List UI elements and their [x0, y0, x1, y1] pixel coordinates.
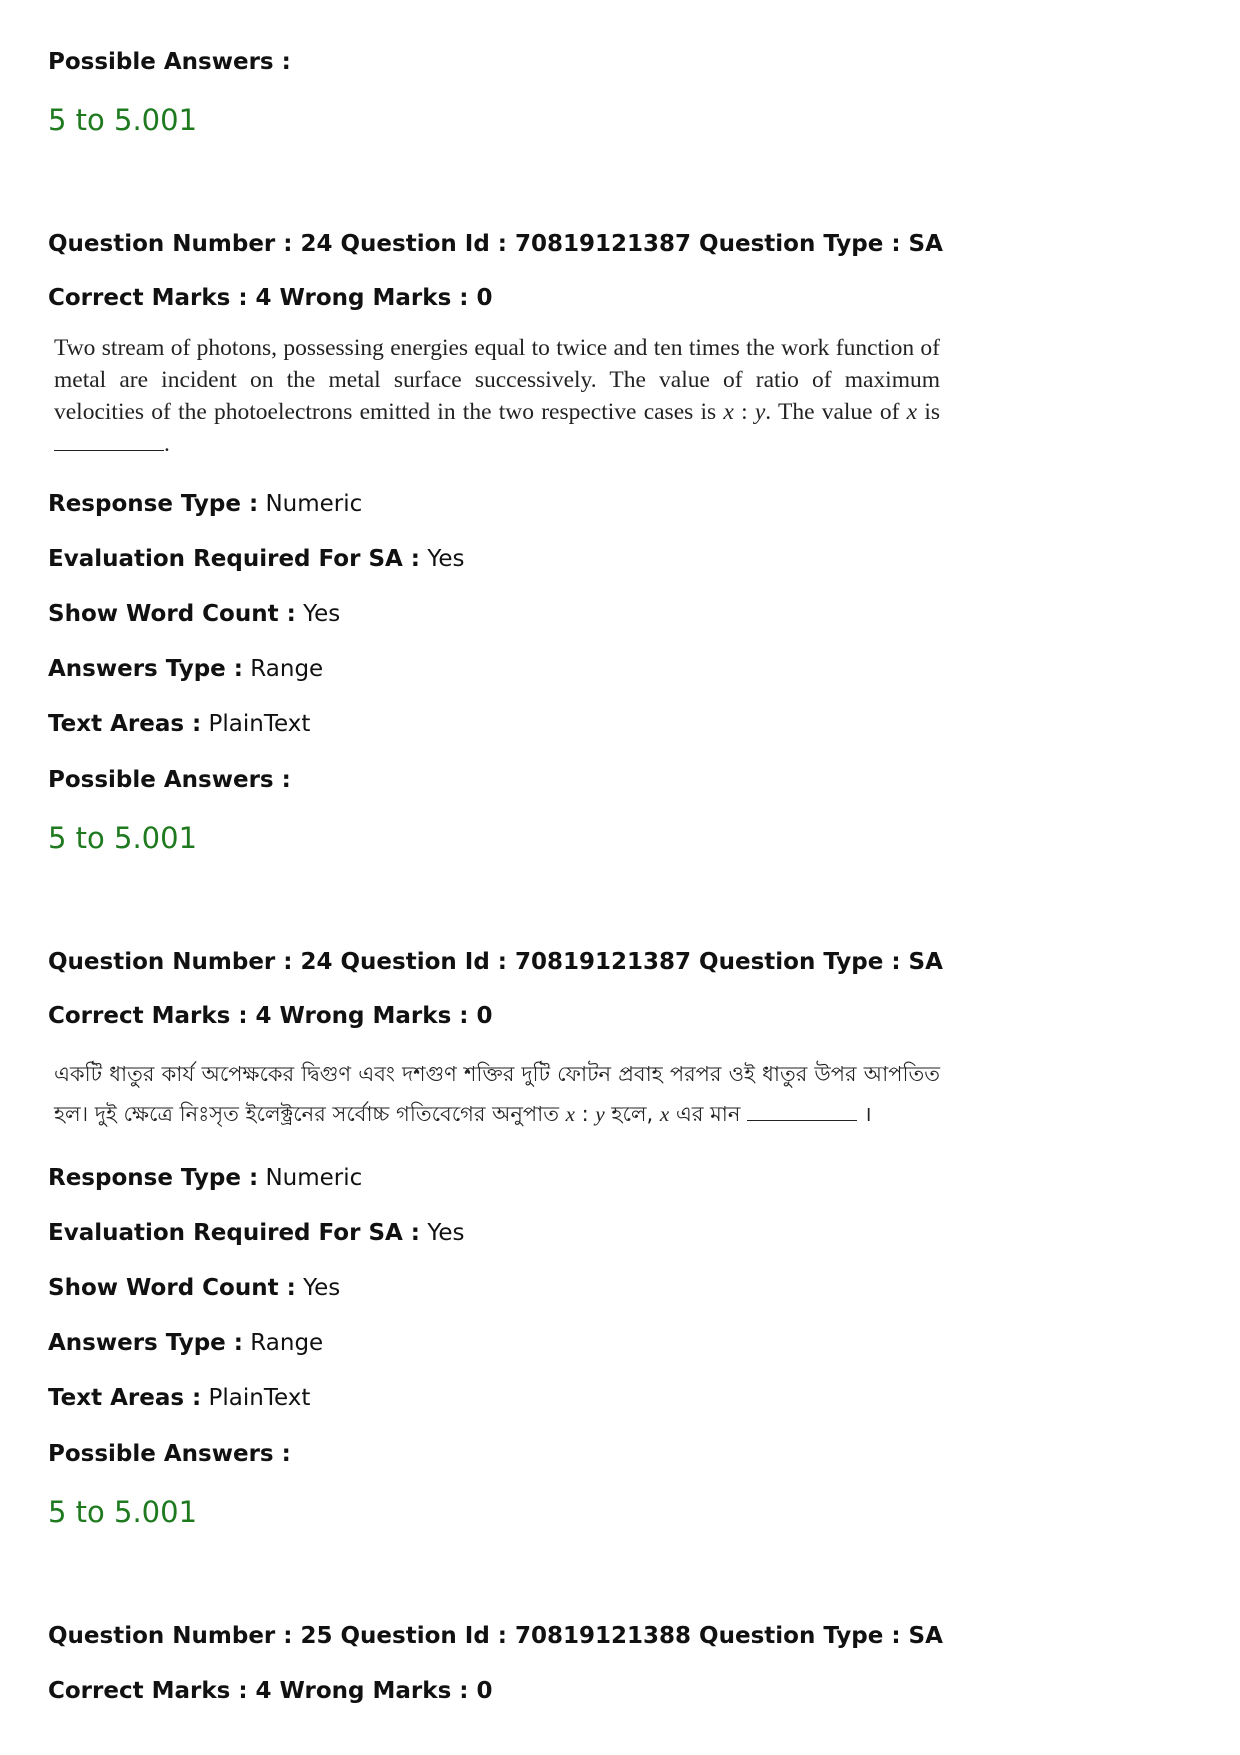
possible-answer-value: 5 to 5.001 — [48, 821, 198, 855]
field-show-word-count: Show Word Count : Yes — [48, 601, 341, 627]
possible-answers-label: Possible Answers : — [48, 767, 291, 793]
answer-blank — [54, 432, 164, 451]
field-show-word-count: Show Word Count : Yes — [48, 1275, 341, 1301]
answer-blank — [747, 1102, 857, 1121]
field-evaluation-required: Evaluation Required For SA : Yes — [48, 1220, 465, 1246]
question-header: Question Number : 24 Question Id : 70819121387 Question Type : SA — [48, 231, 943, 257]
field-answers-type: Answers Type : Range — [48, 1330, 324, 1356]
field-text-areas: Text Areas : PlainText — [48, 1385, 311, 1411]
field-evaluation-required: Evaluation Required For SA : Yes — [48, 546, 465, 572]
possible-answers-label: Possible Answers : — [48, 1441, 291, 1467]
question-marks: Correct Marks : 4 Wrong Marks : 0 — [48, 285, 493, 311]
field-text-areas: Text Areas : PlainText — [48, 711, 311, 737]
field-response-type: Response Type : Numeric — [48, 1165, 363, 1191]
question-text-english: Two stream of photons, possessing energies equal to twice and ten times the work function of metal are incident on the metal surface successively. The value of ratio of maximum velocities of the photoelectrons emitted in the two respective cases is x : y. The value of x is . — [54, 335, 940, 457]
field-response-type: Response Type : Numeric — [48, 491, 363, 517]
possible-answers-label: Possible Answers : — [48, 49, 291, 75]
possible-answer-value: 5 to 5.001 — [48, 1495, 198, 1529]
question-header: Question Number : 25 Question Id : 70819121388 Question Type : SA — [48, 1623, 943, 1649]
question-header: Question Number : 24 Question Id : 70819121387 Question Type : SA — [48, 949, 943, 975]
field-answers-type: Answers Type : Range — [48, 656, 324, 682]
possible-answer-value: 5 to 5.001 — [48, 103, 198, 137]
question-marks: Correct Marks : 4 Wrong Marks : 0 — [48, 1003, 493, 1029]
question-text-bengali: একটি ধাতুর কার্য অপেক্ষকের দ্বিগুণ এবং দশগুণ শক্তির দুটি ফোটন প্রবাহ পরপর ওই ধাতুর উপর আপতিত হল। দুই ক্ষেত্রে নিঃসৃত ইলেক্ট্রনের সর্বোচ্চ গতিবেগের অনুপাত x : y হলে, x এর মান । — [54, 1062, 940, 1126]
question-marks: Correct Marks : 4 Wrong Marks : 0 — [48, 1678, 493, 1704]
